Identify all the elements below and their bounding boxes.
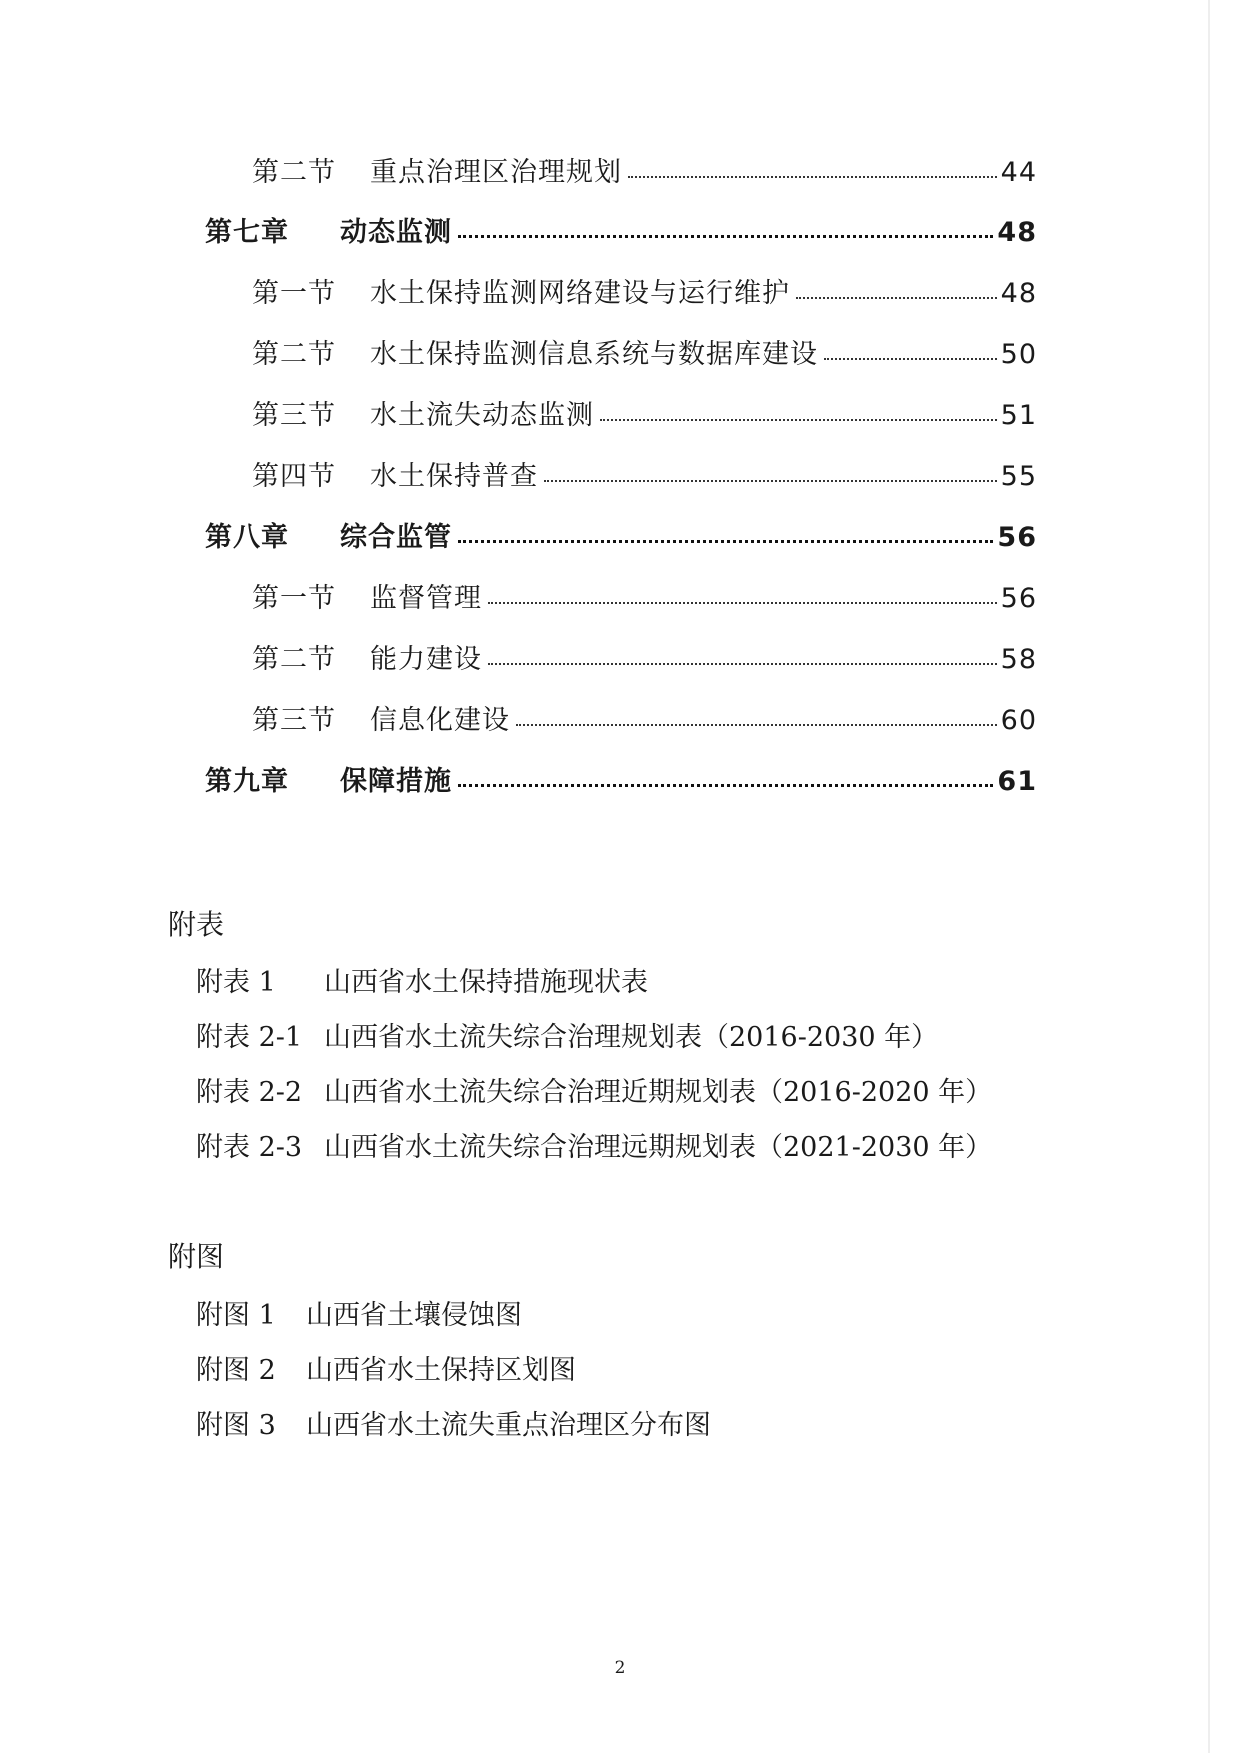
toc-entry[interactable] (252, 150, 1037, 190)
toc-entry-number: 第一节 (252, 583, 336, 614)
toc-entry[interactable] (252, 576, 1037, 616)
toc-entry-page: 56 (1000, 583, 1037, 614)
toc-chapter-number: 第九章 (205, 766, 289, 797)
appendix-figures-heading: 附图 (168, 1240, 225, 1273)
toc-entry-number: 第二节 (252, 157, 336, 188)
toc-dot-leader (458, 235, 993, 238)
toc-entry-page: 58 (1000, 644, 1037, 675)
toc-entry[interactable] (252, 271, 1037, 311)
toc-entry-title: 水土保持监测网络建设与运行维护 (370, 278, 790, 309)
appendix-figure-label: 附图 2 (196, 1355, 276, 1386)
toc-entry-number: 第三节 (252, 400, 336, 431)
toc-entry[interactable] (252, 698, 1037, 738)
toc-entry-page: 51 (1000, 400, 1037, 431)
toc-dot-leader (458, 540, 993, 543)
toc-entry-title: 重点治理区治理规划 (370, 157, 622, 188)
toc-chapter-title: 综合监管 (340, 522, 452, 553)
appendix-figure-label: 附图 1 (196, 1300, 276, 1331)
appendix-table-item[interactable] (196, 1015, 938, 1054)
toc-dot-leader (796, 297, 997, 299)
toc-dot-leader (824, 358, 997, 360)
toc-entry-title: 水土保持普查 (370, 461, 538, 492)
toc-chapter-entry[interactable] (205, 515, 1037, 555)
appendix-tables-heading: 附表 (168, 908, 225, 941)
toc-entry-number: 第三节 (252, 705, 336, 736)
toc-chapter-page: 56 (997, 522, 1037, 553)
appendix-table-title: 山西省水土流失综合治理规划表（2016-2030 年） (324, 1022, 939, 1053)
appendix-figure-title: 山西省土壤侵蚀图 (306, 1300, 522, 1331)
appendix-table-item[interactable] (196, 960, 648, 999)
toc-entry-title: 监督管理 (370, 583, 482, 614)
toc-chapter-number: 第八章 (205, 522, 289, 553)
appendix-table-title: 山西省水土流失综合治理近期规划表（2016-2020 年） (324, 1077, 993, 1108)
toc-entry-page: 44 (1000, 157, 1037, 188)
toc-dot-leader (600, 419, 997, 421)
toc-entry-title: 水土保持监测信息系统与数据库建设 (370, 339, 818, 370)
toc-entry-number: 第一节 (252, 278, 336, 309)
toc-entry[interactable] (252, 637, 1037, 677)
toc-entry-title: 能力建设 (370, 644, 482, 675)
appendix-figure-item[interactable] (196, 1403, 711, 1442)
toc-entry-number: 第四节 (252, 461, 336, 492)
appendix-table-label: 附表 1 (196, 967, 276, 998)
toc-dot-leader (488, 663, 997, 665)
toc-chapter-number: 第七章 (205, 217, 289, 248)
toc-chapter-title: 动态监测 (340, 217, 452, 248)
appendix-figure-label: 附图 3 (196, 1410, 276, 1441)
toc-chapter-entry[interactable] (205, 210, 1037, 250)
toc-dot-leader (544, 480, 997, 482)
toc-entry-title: 信息化建设 (370, 705, 510, 736)
toc-entry-page: 50 (1000, 339, 1037, 370)
toc-chapter-entry[interactable] (205, 759, 1037, 799)
toc-chapter-page: 48 (997, 217, 1037, 248)
toc-chapter-page: 61 (997, 766, 1037, 797)
appendix-table-item[interactable] (196, 1125, 992, 1164)
toc-entry[interactable] (252, 332, 1037, 372)
appendix-figure-item[interactable] (196, 1293, 522, 1332)
toc-entry[interactable] (252, 454, 1037, 494)
appendix-table-title: 山西省水土流失综合治理远期规划表（2021-2030 年） (324, 1132, 993, 1163)
appendix-table-title: 山西省水土保持措施现状表 (324, 967, 648, 998)
toc-entry-page: 55 (1000, 461, 1037, 492)
page-number: 2 (614, 1658, 626, 1678)
toc-dot-leader (628, 176, 997, 178)
toc-dot-leader (516, 724, 997, 726)
toc-entry-page: 48 (1000, 278, 1037, 309)
appendix-figure-item[interactable] (196, 1348, 576, 1387)
toc-entry-number: 第二节 (252, 339, 336, 370)
appendix-figure-title: 山西省水土流失重点治理区分布图 (306, 1410, 711, 1441)
appendix-table-label: 附表 2-3 (196, 1132, 303, 1163)
scan-page-edge (1208, 0, 1210, 1753)
toc-dot-leader (458, 784, 993, 787)
toc-entry[interactable] (252, 393, 1037, 433)
toc-entry-number: 第二节 (252, 644, 336, 675)
toc-entry-title: 水土流失动态监测 (370, 400, 594, 431)
appendix-figure-title: 山西省水土保持区划图 (306, 1355, 576, 1386)
toc-entry-page: 60 (1000, 705, 1037, 736)
toc-chapter-title: 保障措施 (340, 766, 452, 797)
appendix-table-label: 附表 2-1 (196, 1022, 303, 1053)
appendix-table-label: 附表 2-2 (196, 1077, 303, 1108)
toc-dot-leader (488, 602, 997, 604)
appendix-table-item[interactable] (196, 1070, 992, 1109)
